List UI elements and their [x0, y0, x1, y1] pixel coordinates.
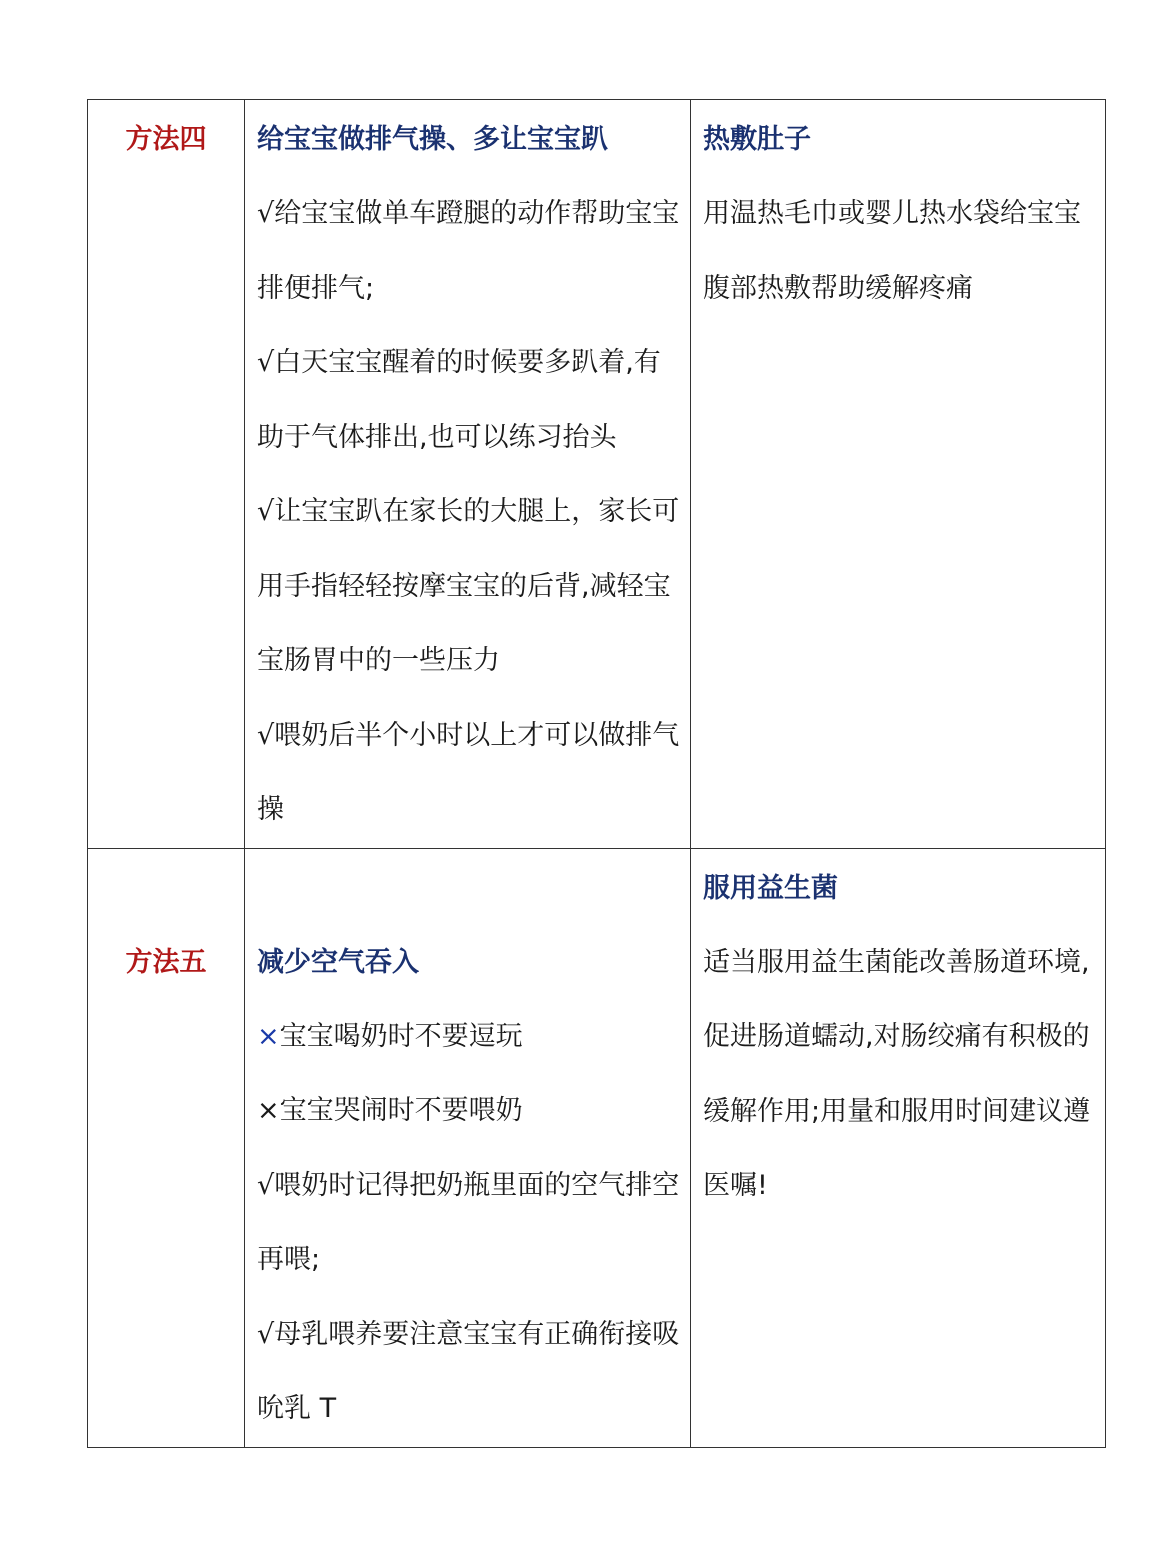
- list-item: 适当服用益生菌能改善肠道环境,促进肠道蠕动,对肠绞痛有积极的缓解作用;用量和服用时间建议遵医嘱!: [703, 946, 1091, 1201]
- method-main-cell: [245, 848, 691, 1447]
- method-label: 方法四: [125, 124, 207, 155]
- method-label: 方法五: [125, 946, 207, 978]
- list-item: [257, 1000, 682, 1075]
- list-item: ×宝宝哭闹时不要喂奶: [257, 1095, 523, 1126]
- cross-mark: ×: [257, 1020, 280, 1052]
- table-row: [88, 100, 1106, 849]
- list-item: √白天宝宝醒着的时候要多趴着,有助于气体排出,也可以练习抬头: [257, 347, 661, 453]
- list-item: √让宝宝趴在家长的大腿上，家长可用手指轻轻按摩宝宝的后背,减轻宝宝肠胃中的一些压力: [257, 496, 680, 676]
- method-main-heading: 减少空气吞入: [257, 946, 419, 978]
- method-label-cell: [88, 100, 245, 849]
- table-row: [88, 848, 1106, 1447]
- list-item: √喂奶时记得把奶瓶里面的空气排空再喂;: [257, 1169, 680, 1275]
- method-extra-cell: [691, 100, 1106, 849]
- list-item: √给宝宝做单车蹬腿的动作帮助宝宝排便排气;: [257, 198, 680, 304]
- list-item: √母乳喂养要注意宝宝有正确衔接吸吮乳 T: [257, 1318, 680, 1424]
- method-extra-heading: 服用益生菌: [703, 872, 838, 904]
- list-item: 用温热毛巾或婴儿热水袋给宝宝腹部热敷帮助缓解疼痛: [703, 198, 1081, 304]
- method-main-heading: 给宝宝做排气操、多让宝宝趴: [257, 124, 608, 155]
- method-extra-cell: [691, 848, 1106, 1447]
- list-item: √喂奶后半个小时以上才可以做排气操: [257, 719, 680, 825]
- list-item-text: 宝宝喝奶时不要逗玩: [279, 1020, 523, 1052]
- method-label-cell: [88, 848, 245, 1447]
- method-extra-heading: 热敷肚子: [703, 124, 811, 155]
- methods-table: [87, 99, 1106, 1448]
- method-main-cell: [245, 100, 691, 849]
